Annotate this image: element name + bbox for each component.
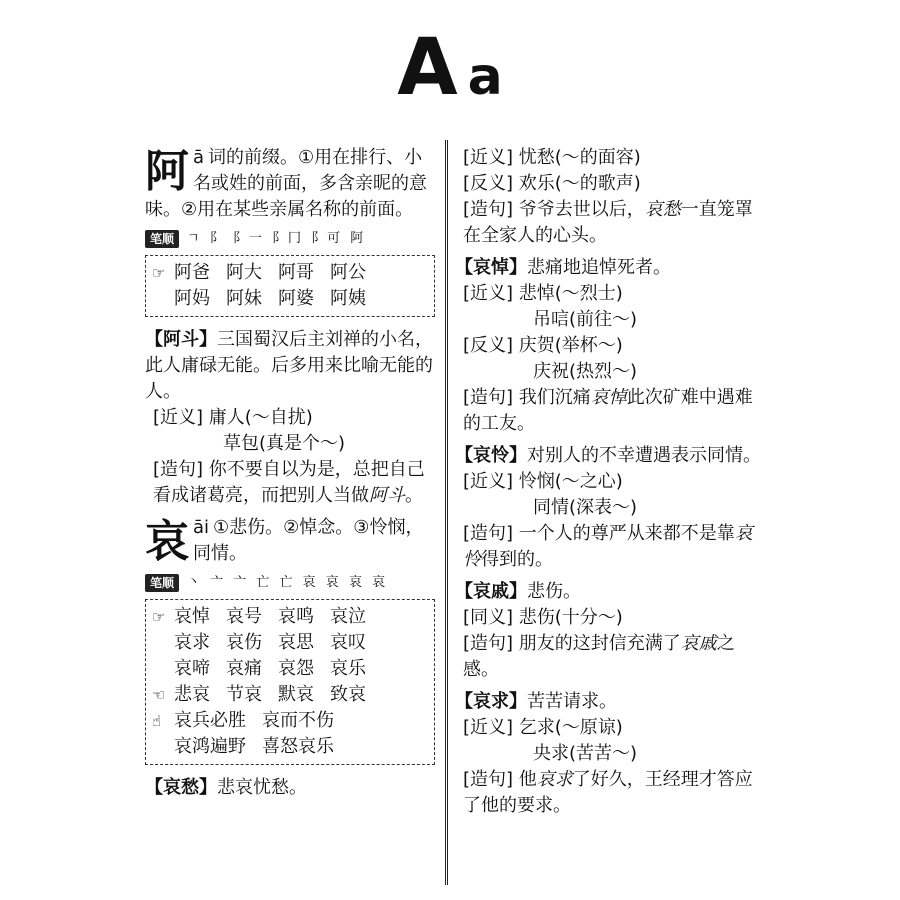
syn-item: 悲悼(～烈士) (518, 283, 623, 304)
word: 哀啼 (174, 658, 210, 679)
hand-up-icon: ☝ (152, 712, 162, 730)
word-box-ai (145, 599, 435, 765)
syn-label: [近义] (463, 147, 514, 168)
word-box-a (145, 255, 435, 317)
word: 哀思 (278, 632, 314, 653)
word: 阿妹 (226, 288, 262, 309)
word: 阿大 (226, 262, 262, 283)
syn-label: [近义] (463, 717, 514, 738)
ex-keyword: 哀求 (536, 769, 573, 790)
syn-item: 草包(真是个～) (223, 433, 346, 454)
pinyin-ai: āi (193, 517, 210, 538)
entry-ai (145, 515, 435, 765)
entry-aiqiu (455, 689, 765, 819)
entry-ailian (455, 443, 765, 573)
ex-text: 得到的。 (481, 549, 553, 570)
idiom: 哀鸿遍野 (174, 736, 246, 757)
syn-item: 忧愁(～的面容) (518, 147, 641, 168)
ex-keyword: 阿斗 (369, 485, 405, 506)
pointing-hand-icon: ☞ (152, 264, 166, 282)
stroke-order-ai (145, 573, 435, 593)
word: 节哀 (226, 684, 262, 705)
entry-aidao (455, 255, 765, 437)
word: 哀乐 (330, 658, 366, 679)
idiom: 哀而不伤 (262, 710, 334, 731)
word: 哀悼 (174, 606, 210, 627)
column-divider (445, 140, 448, 885)
ex-text: 一个人的尊严从来都不是靠 (518, 523, 735, 544)
entry-aiqi (455, 579, 765, 683)
ant-label: [反义] (463, 173, 514, 194)
ex-keyword: 哀怜 (463, 523, 753, 570)
def-ailian: 对别人的不幸遭遇表示同情。 (527, 445, 761, 466)
word: 致哀 (330, 684, 366, 705)
ant-label: [反义] (463, 335, 514, 356)
term-aiqiu: 【哀求】 (455, 691, 527, 712)
ex-keyword: 哀悼 (590, 387, 627, 408)
def-a: 词的前缀。①用在排行、小名或姓的前面，多含亲昵的意味。②用在某些亲属名称的前面。 (145, 147, 427, 220)
syn-item: 央求(苦苦～) (533, 743, 638, 764)
ex-text: 一直笼罩在全家人的心头。 (463, 199, 753, 246)
syn-item: 同情(深表～) (533, 497, 638, 518)
syn-item: 吊唁(前往～) (533, 309, 638, 330)
ex-label: [造句] (463, 387, 514, 408)
ex-label: [造句] (463, 769, 514, 790)
def-aichou: 悲哀忧愁。 (217, 777, 307, 798)
def-ai: ①悲伤。②悼念。③怜悯，同情。 (193, 517, 424, 564)
idiom: 喜怒哀乐 (262, 736, 334, 757)
word: 哀怨 (278, 658, 314, 679)
word: 阿公 (330, 262, 366, 283)
word: 悲哀 (174, 684, 210, 705)
word: 哀鸣 (278, 606, 314, 627)
word: 哀痛 (226, 658, 262, 679)
word: 阿婆 (278, 288, 314, 309)
word: 哀号 (226, 606, 262, 627)
word: 阿妈 (174, 288, 210, 309)
head-char-a: 阿 (145, 146, 189, 197)
left-column (145, 145, 435, 801)
word: 哀伤 (226, 632, 262, 653)
def-aidao: 悲痛地追悼死者。 (527, 257, 671, 278)
ex-keyword: 哀戚 (680, 633, 717, 654)
ex-end: 。 (405, 485, 423, 506)
stroke-seq: ㄱ 阝 阝一 阝冂 阝可 阿 (187, 231, 367, 246)
syn-item: 怜悯(～之心) (518, 471, 623, 492)
idiom: 哀兵必胜 (174, 710, 246, 731)
ex-text: 此次矿难中遇难的工友。 (463, 387, 753, 434)
term-adou: 【阿斗】 (145, 329, 217, 350)
header-letter-upper: A (397, 23, 458, 113)
entry-adou (145, 327, 435, 509)
ex-text: 爷爷去世以后， (518, 199, 645, 220)
ex-label: [造句] (463, 633, 514, 654)
word: 阿哥 (278, 262, 314, 283)
ex-label: [造句] (463, 199, 514, 220)
word: 哀求 (174, 632, 210, 653)
word: 哀叹 (330, 632, 366, 653)
entry-a (145, 145, 435, 317)
stroke-seq: 丶 亠 亠 亡 亡 哀 哀 哀 哀 (187, 575, 389, 590)
word: 阿爸 (174, 262, 210, 283)
header-letter-lower: a (467, 47, 503, 107)
word: 阿姨 (330, 288, 366, 309)
ex-text: 朋友的这封信充满了 (518, 633, 681, 654)
syn-item: 庸人(～自扰) (208, 407, 313, 428)
word: 默哀 (278, 684, 314, 705)
ex-text: 你不要自以为是，总把自己看成诸葛亮，而把别人当做 (153, 459, 425, 506)
stroke-order-a (145, 229, 435, 249)
syn-label: [近义] (153, 407, 204, 428)
page-header (0, 23, 900, 113)
ex-label: [造句] (153, 459, 204, 480)
term-aiqi: 【哀戚】 (455, 581, 527, 602)
ant-item: 庆贺(举杯～) (518, 335, 623, 356)
syn-label: [同义] (463, 607, 514, 628)
def-aiqiu: 苦苦请求。 (527, 691, 617, 712)
term-ailian: 【哀怜】 (455, 445, 527, 466)
pinyin-a: ā (193, 147, 205, 168)
ex-text: 了好久，王经理才答应了他的要求。 (463, 769, 753, 816)
entry-aichou (145, 775, 435, 801)
syn-item: 悲伤(十分～) (518, 607, 623, 628)
term-aidao: 【哀悼】 (455, 257, 527, 278)
word: 哀泣 (330, 606, 366, 627)
ex-keyword: 哀愁 (644, 199, 681, 220)
ex-text: 之感。 (463, 633, 735, 680)
ex-text: 他 (518, 769, 537, 790)
ant-item: 庆祝(热烈～) (533, 361, 638, 382)
def-aiqi: 悲伤。 (527, 581, 581, 602)
syn-item: 乞求(～原谅) (518, 717, 623, 738)
syn-label: [近义] (463, 283, 514, 304)
ex-text: 我们沉痛 (518, 387, 591, 408)
syn-label: [近义] (463, 471, 514, 492)
term-aichou: 【哀愁】 (145, 777, 217, 798)
stroke-badge: 笔顺 (145, 574, 179, 592)
entry-aichou-cont (455, 145, 765, 249)
def-adou: 三国蜀汉后主刘禅的小名，此人庸碌无能。后多用来比喻无能的人。 (145, 329, 433, 402)
head-char-ai: 哀 (145, 516, 189, 567)
right-column (455, 145, 765, 819)
ant-item: 欢乐(～的歌声) (518, 173, 641, 194)
ex-label: [造句] (463, 523, 514, 544)
pointing-hand-icon: ☞ (152, 608, 166, 626)
stroke-badge: 笔顺 (145, 230, 179, 248)
pointing-hand-left-icon: ☜ (152, 686, 166, 704)
